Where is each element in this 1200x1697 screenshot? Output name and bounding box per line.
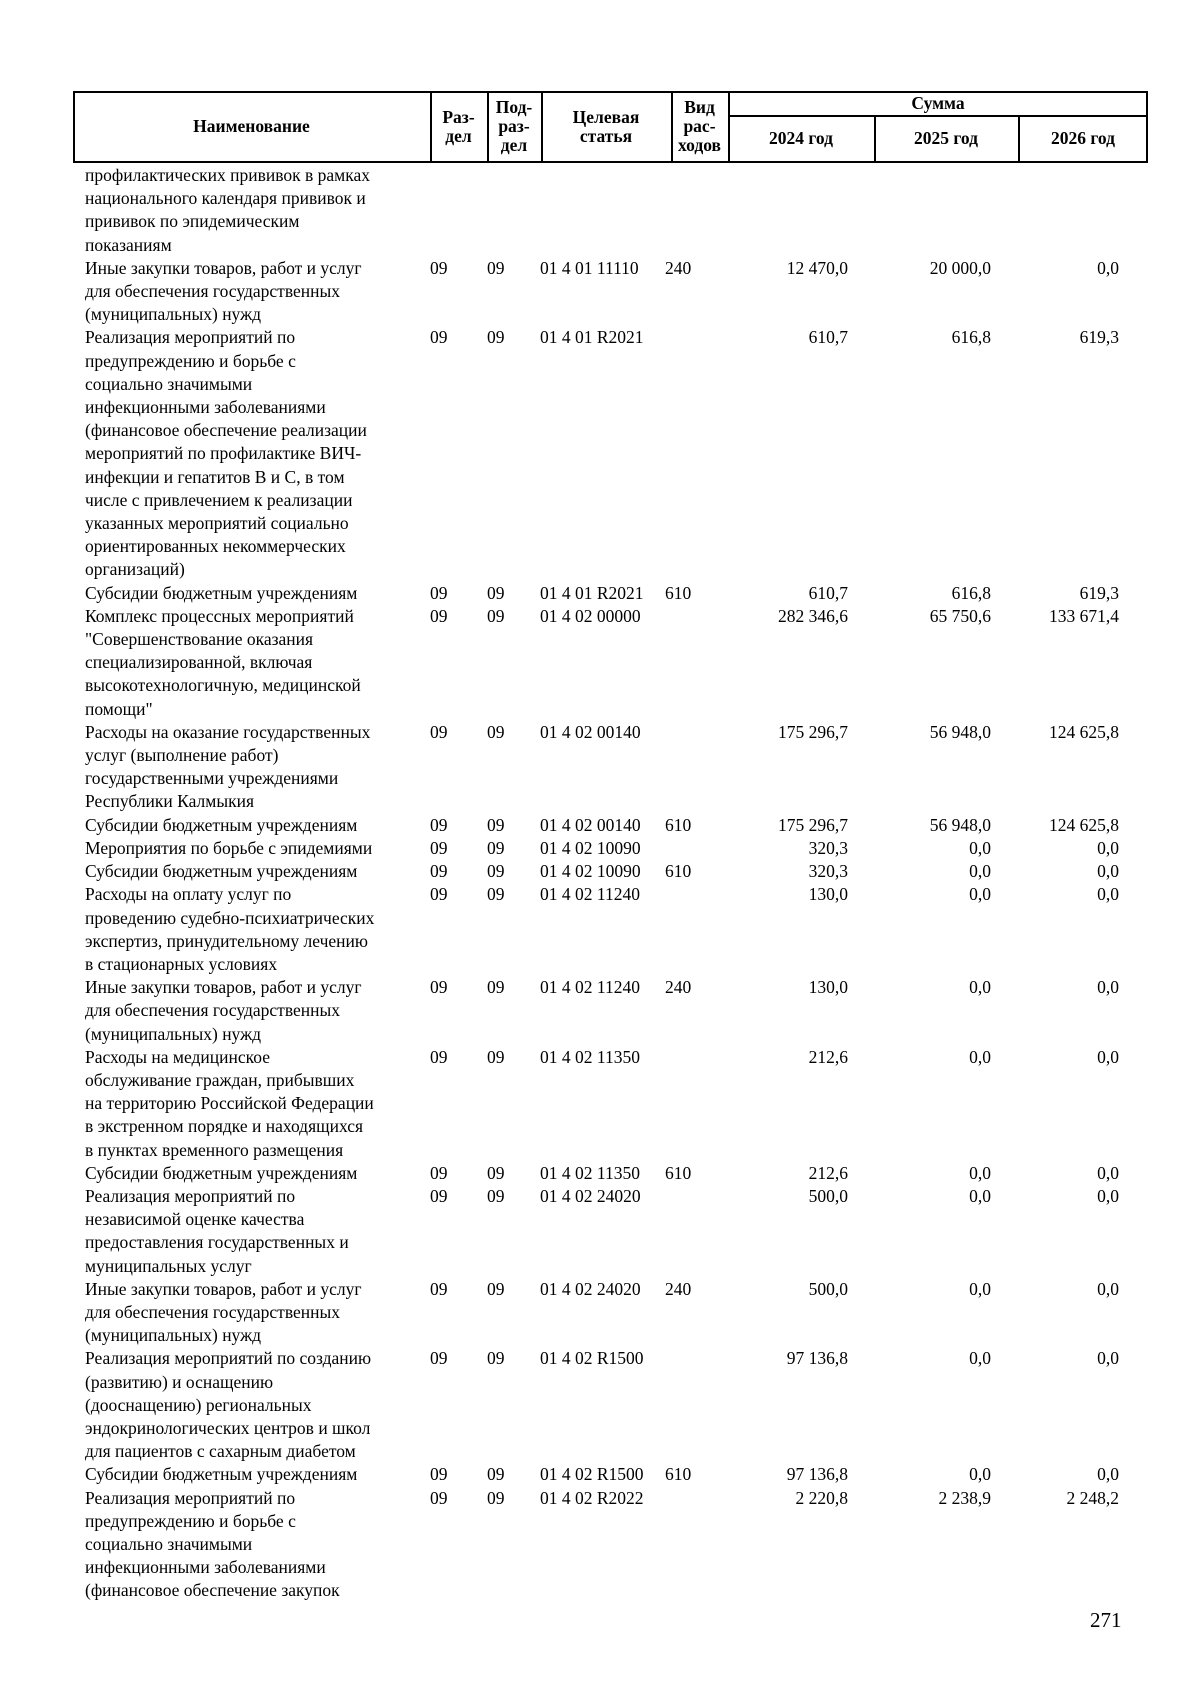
- row-name: [73, 1487, 418, 1603]
- row-name-line: (дооснащению) региональных: [85, 1394, 312, 1415]
- row-name: [73, 257, 418, 327]
- row-sum-2024: 212,6: [808, 1162, 848, 1183]
- table-row: [73, 326, 1148, 581]
- row-expense-type: 610: [665, 1464, 692, 1485]
- row-expense-type: 610: [665, 582, 692, 603]
- header-2026: 2026 год: [1051, 128, 1115, 148]
- row-podrazdel: 09: [487, 884, 505, 905]
- row-name: [73, 1185, 418, 1278]
- row-name-line: услуг (выполнение работ): [85, 745, 279, 766]
- table-row: [73, 1046, 1148, 1162]
- row-sum-2024: 282 346,6: [778, 605, 848, 626]
- row-name-line: Реализация мероприятий по созданию: [85, 1348, 372, 1369]
- row-expense-type: [659, 837, 715, 860]
- row-sum-2024: 12 470,0: [786, 257, 848, 278]
- row-sum-2024: 212,6: [808, 1046, 848, 1067]
- row-name-line: (развитию) и оснащению: [85, 1371, 274, 1392]
- row-name: [73, 1046, 418, 1162]
- table-row: [73, 582, 1148, 605]
- row-sum-2025: 616,8: [951, 327, 991, 348]
- row-target-article: 01 4 02 R1500: [540, 1464, 644, 1485]
- row-razdel: 09: [430, 327, 448, 348]
- row-target-article: [529, 164, 659, 257]
- page-number: 271: [1090, 1608, 1122, 1632]
- row-sum-2025: 616,8: [951, 582, 991, 603]
- row-target-article: 01 4 02 00000: [540, 605, 641, 626]
- row-podrazdel: 09: [487, 1162, 505, 1183]
- row-sum-2025: 56 948,0: [929, 814, 991, 835]
- header-podrazdel: Под- раз- дел: [495, 97, 533, 155]
- row-sum-2026: 2 248,2: [1066, 1487, 1119, 1508]
- row-name: [73, 883, 418, 976]
- row-razdel: 09: [430, 977, 448, 998]
- row-expense-type: [659, 605, 715, 721]
- row-sum-2025: 0,0: [969, 977, 991, 998]
- row-target-article: 01 4 02 11350: [540, 1046, 640, 1067]
- row-sum-2025: 0,0: [969, 884, 991, 905]
- row-name-line: на территорию Российской Федерации: [85, 1093, 374, 1114]
- row-razdel: 09: [430, 861, 448, 882]
- row-name-line: числе с привлечением к реализации: [85, 489, 353, 510]
- row-podrazdel: 09: [487, 1046, 505, 1067]
- row-sum-2024: 130,0: [808, 884, 848, 905]
- row-sum-2026: [1001, 164, 1130, 257]
- row-name-line: Иные закупки товаров, работ и услуг: [85, 257, 362, 278]
- row-sum-2024: 610,7: [808, 582, 848, 603]
- row-target-article: 01 4 02 11240: [540, 977, 640, 998]
- row-sum-2024: 500,0: [808, 1278, 848, 1299]
- row-target-article: 01 4 02 10090: [540, 861, 641, 882]
- row-podrazdel: 09: [487, 721, 505, 742]
- row-name-line: "Совершенствование оказания: [85, 629, 314, 650]
- row-name-line: инфекционными заболеваниями: [85, 397, 326, 418]
- header-target-article: Целевая статья: [572, 106, 640, 146]
- row-expense-type: [659, 326, 715, 581]
- row-name: [73, 164, 418, 257]
- row-sum-2025: 0,0: [969, 1278, 991, 1299]
- row-podrazdel: 09: [487, 1487, 505, 1508]
- row-sum-2024: 175 296,7: [778, 814, 848, 835]
- row-podrazdel: 09: [487, 1185, 505, 1206]
- row-name-line: (финансовое обеспечение реализации: [85, 420, 367, 441]
- row-podrazdel: 09: [487, 1348, 505, 1369]
- row-name-line: Реализация мероприятий по: [85, 327, 296, 348]
- row-name: [73, 814, 418, 837]
- row-sum-2025: 20 000,0: [929, 257, 991, 278]
- row-sum-2024: 610,7: [808, 327, 848, 348]
- row-podrazdel: 09: [487, 582, 505, 603]
- row-razdel: 09: [430, 1464, 448, 1485]
- row-sum-2026: 0,0: [1097, 1464, 1119, 1485]
- table-row: [73, 1185, 1148, 1278]
- row-name-line: Республики Калмыкия: [85, 791, 255, 812]
- row-name-line: Расходы на оказание государственных: [85, 721, 371, 742]
- row-sum-2024: 175 296,7: [778, 721, 848, 742]
- row-sum-2025: 0,0: [969, 861, 991, 882]
- row-target-article: 01 4 02 11350: [540, 1162, 640, 1183]
- row-podrazdel: 09: [487, 327, 505, 348]
- row-target-article: 01 4 02 24020: [540, 1185, 641, 1206]
- row-name-line: для пациентов с сахарным диабетом: [85, 1441, 356, 1462]
- row-name-line: высокотехнологичную, медицинской: [85, 675, 361, 696]
- row-name-line: предоставления государственных и: [85, 1232, 349, 1253]
- table-row: [73, 860, 1148, 883]
- table-row: [73, 1278, 1148, 1348]
- row-target-article: 01 4 01 11110: [540, 257, 639, 278]
- table-row: [73, 814, 1148, 837]
- row-sum-2025: 0,0: [969, 1162, 991, 1183]
- table-header: [73, 91, 1148, 162]
- header-name: Наименование: [193, 116, 310, 136]
- row-sum-2026: 0,0: [1097, 977, 1119, 998]
- row-name-line: национального календаря прививок и: [85, 188, 366, 209]
- row-sum-2026: 0,0: [1097, 837, 1119, 858]
- table-row: [73, 1463, 1148, 1486]
- row-name-line: Субсидии бюджетным учреждениям: [85, 1464, 358, 1485]
- row-name-line: (муниципальных) нужд: [85, 304, 262, 325]
- table-row: [73, 257, 1148, 327]
- row-name-line: Иные закупки товаров, работ и услуг: [85, 1278, 362, 1299]
- row-name-line: проведению судебно-психиатрических: [85, 907, 375, 928]
- row-razdel: 09: [430, 582, 448, 603]
- row-name-line: в экстренном порядке и находящихся: [85, 1116, 364, 1137]
- row-podrazdel: 09: [487, 1464, 505, 1485]
- row-name-line: предупреждению и борьбе с: [85, 1510, 296, 1531]
- row-razdel: 09: [430, 721, 448, 742]
- row-razdel: 09: [430, 605, 448, 626]
- row-razdel: 09: [430, 837, 448, 858]
- row-sum-2024: 500,0: [808, 1185, 848, 1206]
- row-podrazdel: 09: [487, 861, 505, 882]
- row-name: [73, 605, 418, 721]
- row-sum-2026: 124 625,8: [1049, 814, 1119, 835]
- row-name-line: (финансовое обеспечение закупок: [85, 1580, 340, 1601]
- row-sum-2025: [858, 164, 1001, 257]
- row-target-article: 01 4 02 00140: [540, 814, 641, 835]
- row-razdel: 09: [430, 1162, 448, 1183]
- table-row: [73, 837, 1148, 860]
- row-podrazdel: 09: [487, 257, 505, 278]
- row-sum-2024: 97 136,8: [786, 1348, 848, 1369]
- row-name: [73, 837, 418, 860]
- row-name-line: Реализация мероприятий по: [85, 1185, 296, 1206]
- row-sum-2025: 56 948,0: [929, 721, 991, 742]
- row-target-article: 01 4 02 00140: [540, 721, 641, 742]
- row-expense-type: [659, 1487, 715, 1603]
- row-sum-2026: 0,0: [1097, 257, 1119, 278]
- row-sum-2025: 2 238,9: [938, 1487, 991, 1508]
- row-name-line: в стационарных условиях: [85, 953, 278, 974]
- row-target-article: 01 4 02 R2022: [540, 1487, 644, 1508]
- row-name-line: инфекции и гепатитов B и C, в том: [85, 466, 345, 487]
- row-name: [73, 860, 418, 883]
- row-podrazdel: 09: [487, 605, 505, 626]
- row-target-article: 01 4 01 R2021: [540, 582, 644, 603]
- table-row: [73, 883, 1148, 976]
- row-expense-type: [659, 883, 715, 976]
- row-name-line: муниципальных услуг: [85, 1255, 252, 1276]
- row-sum-2024: 130,0: [808, 977, 848, 998]
- row-name-line: Расходы на медицинское: [85, 1046, 270, 1067]
- row-sum-2026: 0,0: [1097, 1046, 1119, 1067]
- row-name-line: профилактических прививок в рамках: [85, 165, 370, 185]
- row-sum-2026: 619,3: [1079, 582, 1119, 603]
- row-name: [73, 326, 418, 581]
- row-name-line: для обеспечения государственных: [85, 1301, 340, 1322]
- row-expense-type: [659, 1046, 715, 1162]
- table-row: [73, 721, 1148, 814]
- row-name-line: Субсидии бюджетным учреждениям: [85, 861, 358, 882]
- row-expense-type: [659, 164, 715, 257]
- row-podrazdel: 09: [487, 814, 505, 835]
- row-sum-2025: 0,0: [969, 1185, 991, 1206]
- row-name-line: Расходы на оплату услуг по: [85, 884, 292, 905]
- row-razdel: [418, 164, 475, 257]
- table-row: [73, 1487, 1148, 1603]
- row-sum-2025: 0,0: [969, 837, 991, 858]
- row-name-line: экспертиз, принудительному лечению: [85, 930, 368, 951]
- table-row: [73, 605, 1148, 721]
- header-sum: Сумма: [911, 92, 965, 113]
- row-name-line: Субсидии бюджетным учреждениям: [85, 814, 358, 835]
- row-name-line: в пунктах временного размещения: [85, 1139, 344, 1160]
- row-razdel: 09: [430, 1278, 448, 1299]
- row-podrazdel: 09: [487, 977, 505, 998]
- row-target-article: 01 4 02 10090: [540, 837, 641, 858]
- row-sum-2026: 124 625,8: [1049, 721, 1119, 742]
- row-sum-2025: 0,0: [969, 1046, 991, 1067]
- row-expense-type: 240: [665, 257, 692, 278]
- row-sum-2025: 0,0: [969, 1348, 991, 1369]
- row-expense-type: 610: [665, 1162, 692, 1183]
- row-name-line: эндокринологических центров и школ: [85, 1417, 371, 1438]
- row-target-article: 01 4 01 R2021: [540, 327, 644, 348]
- table-row: [73, 1347, 1148, 1463]
- row-name: [73, 1278, 418, 1348]
- row-name-line: социально значимыми: [85, 373, 253, 394]
- row-name-line: Комплекс процессных мероприятий: [85, 605, 354, 626]
- row-sum-2024: [715, 164, 858, 257]
- row-name-line: помощи": [85, 698, 153, 719]
- row-name-line: для обеспечения государственных: [85, 281, 340, 302]
- row-sum-2026: 0,0: [1097, 884, 1119, 905]
- row-name-line: организаций): [85, 559, 185, 580]
- row-name-line: ориентированных некоммерческих: [85, 536, 346, 557]
- row-razdel: 09: [430, 1046, 448, 1067]
- row-name-line: показаниям: [85, 234, 172, 255]
- row-sum-2024: 320,3: [808, 861, 848, 882]
- row-name: [73, 1162, 418, 1185]
- row-name-line: для обеспечения государственных: [85, 1000, 340, 1021]
- row-razdel: 09: [430, 257, 448, 278]
- row-sum-2024: 320,3: [808, 837, 848, 858]
- row-name-line: (муниципальных) нужд: [85, 1023, 262, 1044]
- row-razdel: 09: [430, 1348, 448, 1369]
- row-sum-2026: 0,0: [1097, 1278, 1119, 1299]
- row-name-line: мероприятий по профилактике ВИЧ-: [85, 443, 362, 464]
- row-name-line: прививок по эпидемическим: [85, 211, 300, 232]
- row-sum-2026: 619,3: [1079, 327, 1119, 348]
- row-sum-2024: 97 136,8: [786, 1464, 848, 1485]
- row-sum-2024: 2 220,8: [795, 1487, 848, 1508]
- table-row: [73, 976, 1148, 1046]
- table-body: [73, 164, 1148, 1603]
- row-podrazdel: 09: [487, 837, 505, 858]
- row-name-line: Мероприятия по борьбе с эпидемиями: [85, 837, 373, 858]
- row-name-line: указанных мероприятий социально: [85, 513, 349, 534]
- header-2024: 2024 год: [769, 128, 833, 148]
- row-expense-type: [659, 1347, 715, 1463]
- row-sum-2025: 65 750,6: [929, 605, 991, 626]
- row-name-line: обслуживание граждан, прибывших: [85, 1069, 355, 1090]
- row-expense-type: 610: [665, 861, 692, 882]
- row-name: [73, 582, 418, 605]
- table-row: [73, 164, 1148, 257]
- row-name: [73, 1463, 418, 1486]
- row-sum-2026: 0,0: [1097, 861, 1119, 882]
- row-name-line: государственными учреждениями: [85, 768, 339, 789]
- row-name-line: социально значимыми: [85, 1533, 253, 1554]
- row-razdel: 09: [430, 814, 448, 835]
- row-sum-2026: 0,0: [1097, 1162, 1119, 1183]
- row-name-line: Иные закупки товаров, работ и услуг: [85, 977, 362, 998]
- row-razdel: 09: [430, 1487, 448, 1508]
- row-expense-type: 240: [665, 977, 692, 998]
- row-sum-2026: 0,0: [1097, 1185, 1119, 1206]
- row-sum-2025: 0,0: [969, 1464, 991, 1485]
- row-name-line: инфекционными заболеваниями: [85, 1557, 326, 1578]
- row-sum-2026: 0,0: [1097, 1348, 1119, 1369]
- row-podrazdel: [475, 164, 529, 257]
- table-row: [73, 1162, 1148, 1185]
- row-razdel: 09: [430, 884, 448, 905]
- header-razdel: Раз- дел: [442, 106, 475, 146]
- row-name-line: предупреждению и борьбе с: [85, 350, 296, 371]
- row-name: [73, 721, 418, 814]
- row-name: [73, 976, 418, 1046]
- header-2025: 2025 год: [914, 128, 978, 148]
- row-sum-2026: 133 671,4: [1049, 605, 1119, 626]
- row-name-line: Субсидии бюджетным учреждениям: [85, 1162, 358, 1183]
- row-expense-type: 240: [665, 1278, 692, 1299]
- row-name: [73, 1347, 418, 1463]
- row-expense-type: 610: [665, 814, 692, 835]
- row-target-article: 01 4 02 11240: [540, 884, 640, 905]
- row-expense-type: [659, 1185, 715, 1278]
- row-razdel: 09: [430, 1185, 448, 1206]
- row-target-article: 01 4 02 24020: [540, 1278, 641, 1299]
- row-name-line: независимой оценке качества: [85, 1209, 305, 1230]
- row-target-article: 01 4 02 R1500: [540, 1348, 644, 1369]
- row-name-line: (муниципальных) нужд: [85, 1325, 262, 1346]
- row-expense-type: [659, 721, 715, 814]
- row-name-line: специализированной, включая: [85, 652, 313, 673]
- row-podrazdel: 09: [487, 1278, 505, 1299]
- row-name-line: Субсидии бюджетным учреждениям: [85, 582, 358, 603]
- row-name-line: Реализация мероприятий по: [85, 1487, 296, 1508]
- header-expense-type: Вид рас- ходов: [678, 97, 721, 155]
